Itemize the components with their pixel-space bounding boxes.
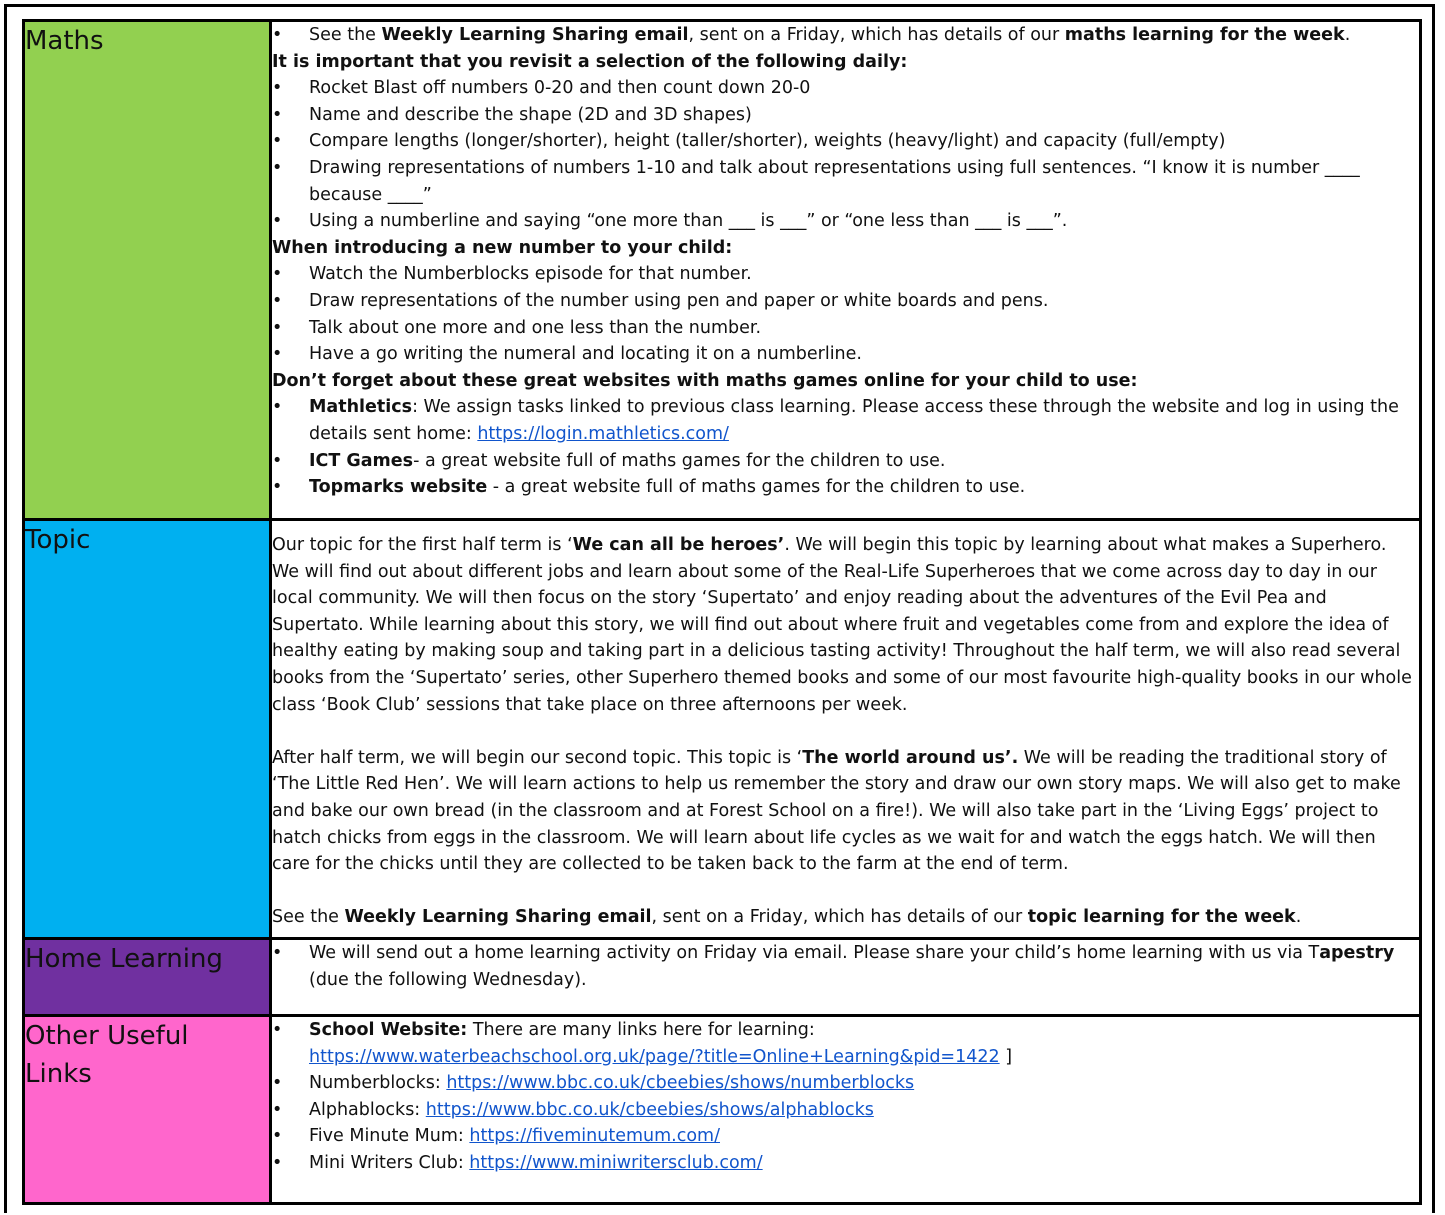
maths-row: [24, 21, 1421, 520]
topic-paragraph: [272, 904, 1419, 931]
list-item: [272, 1097, 1419, 1124]
list-item: [272, 1123, 1419, 1150]
miniwritersclub-link[interactable]: https://www.miniwritersclub.com/: [469, 1152, 763, 1173]
text: See the: [309, 25, 382, 45]
text: .: [1295, 907, 1302, 928]
text: (due the following Wednesday).: [309, 969, 587, 990]
bold-text: maths learning for the week: [1064, 25, 1345, 45]
list-item: [272, 1150, 1419, 1177]
topic-content: [271, 520, 1421, 939]
links-row: [24, 1016, 1421, 1204]
text: We will send out a home learning activity on Friday via email. Please share your child’s home learning with us via T: [309, 943, 1320, 963]
home-learning-content: [271, 939, 1421, 1016]
text: See the: [272, 907, 345, 928]
links-content: [271, 1016, 1421, 1204]
text: - a great website full of maths games for the children to use.: [413, 450, 946, 471]
text: Alphablocks:: [309, 1099, 426, 1120]
text: Our topic for the first half term is ‘: [272, 535, 573, 555]
text: . We will begin this topic by learning about what makes a Superhero. We will find out about different jobs and learn about some of the Real-Life Superheroes that we come across day to day in our local community. We will then focus on the story ‘Supertato’ and enjoy reading about the adventures of the Evil Pea and Supertato. While learning about this story, we will find out about where fruit and vegetables come from and explore the idea of healthy eating by making soup and taking part in a delicious tasting activity! Throughout the half term, we will also read several books from the ‘Supertato’ series, other Superhero themed books and some of our most favourite high-quality books in our whole class ‘Book Club’ sessions that take place on three afternoons per week.: [272, 535, 1412, 715]
home-learning-label: Home Learning: [24, 939, 271, 1016]
text: There are many links here for learning:: [467, 1020, 815, 1040]
list-item: [272, 394, 1419, 447]
maths-content: [271, 21, 1421, 520]
bold-text: Weekly Learning Sharing email: [381, 25, 689, 45]
topic-paragraph: [272, 745, 1419, 878]
list-item: • Using a numberline and saying “one more than ___ is ___” or “one less than ___ is ___”.: [272, 208, 1419, 235]
list-item: • Name and describe the shape (2D and 3D shapes): [272, 102, 1419, 129]
website-name: School Website:: [309, 1020, 468, 1040]
list-item: [272, 448, 1419, 475]
website-name: Mathletics: [309, 397, 413, 418]
list-item: • Rocket Blast off numbers 0-20 and then count down 20-0: [272, 75, 1419, 102]
text: , sent on a Friday, which has details of our: [688, 25, 1065, 45]
links-label: Other Useful Links: [24, 1016, 271, 1204]
text: - a great website full of maths games for the children to use.: [487, 477, 1026, 498]
list-item: • Watch the Numberblocks episode for that number.: [272, 261, 1419, 288]
text: ]: [999, 1046, 1013, 1067]
list-item: • Talk about one more and one less than the number.: [272, 315, 1419, 342]
bold-text: apestry: [1319, 943, 1395, 963]
school-website-link[interactable]: https://www.waterbeachschool.org.uk/page/?title=Online+Learning&pid=1422: [309, 1046, 1000, 1067]
mathletics-link[interactable]: https://login.mathletics.com/: [477, 423, 729, 444]
text: After half term, we will begin our second topic. This topic is ‘: [272, 747, 803, 768]
spacer: [272, 718, 1419, 745]
topic-paragraph: [272, 532, 1419, 718]
websites-heading: Don’t forget about these great websites with maths games online for your child to use:: [272, 370, 1138, 391]
text: Mini Writers Club:: [309, 1152, 470, 1173]
links-list: [272, 1017, 1419, 1177]
daily-list: [272, 75, 1419, 235]
text: Five Minute Mum:: [309, 1126, 470, 1147]
spacer: [272, 878, 1419, 905]
list-item: [272, 1070, 1419, 1097]
list-item: • Have a go writing the numeral and locating it on a numberline.: [272, 341, 1419, 368]
list-item: [272, 1017, 1419, 1070]
list-item: [272, 940, 1419, 993]
list-item: • Compare lengths (longer/shorter), height (taller/shorter), weights (heavy/light) and capacity (full/empty): [272, 128, 1419, 155]
text: Numberblocks:: [309, 1073, 447, 1094]
list-item: • Drawing representations of numbers 1-10 and talk about representations using full sentences. “I know it is number ____ because ____”: [272, 155, 1419, 208]
bold-text: The world around us’.: [802, 747, 1019, 768]
home-learning-list: [272, 940, 1419, 993]
text: , sent on a Friday, which has details of our: [651, 907, 1028, 928]
fiveminutemum-link[interactable]: https://fiveminutemum.com/: [469, 1126, 720, 1147]
maths-intro-list: [272, 22, 1419, 49]
list-item: [272, 474, 1419, 501]
text: .: [1344, 25, 1351, 45]
learning-table: [22, 19, 1422, 1205]
maths-intro: [272, 22, 1419, 49]
topic-row: [24, 520, 1421, 939]
alphablocks-link[interactable]: https://www.bbc.co.uk/cbeebies/shows/alphablocks: [425, 1099, 874, 1120]
maths-label: Maths: [24, 21, 271, 520]
new-number-heading: When introducing a new number to your child:: [272, 237, 733, 258]
bold-text: We can all be heroes’: [572, 535, 785, 555]
list-item: • Draw representations of the number using pen and paper or white boards and pens.: [272, 288, 1419, 315]
text: : We assign tasks linked to previous class learning. Please access these through the website and log in using the details sent home:: [309, 397, 1399, 444]
new-number-list: [272, 261, 1419, 367]
daily-heading: It is important that you revisit a selection of the following daily:: [272, 51, 908, 72]
topic-label: Topic: [24, 520, 271, 939]
text: We will be reading the traditional story of ‘The Little Red Hen’. We will learn actions to help us remember the story and draw our own story maps. We will also get to make and bake our own bread (in the classroom and at Forest School on a fire!). We will also take part in the ‘Living Eggs’ project to hatch chicks from eggs in the classroom. We will learn about life cycles as we wait for and watch the eggs hatch. We will then care for the chicks until they are collected to be taken back to the farm at the end of term.: [272, 747, 1401, 875]
numberblocks-link[interactable]: https://www.bbc.co.uk/cbeebies/shows/numberblocks: [446, 1073, 915, 1094]
home-learning-row: [24, 939, 1421, 1016]
bold-text: Weekly Learning Sharing email: [344, 907, 652, 928]
websites-list: [272, 394, 1419, 500]
website-name: ICT Games: [309, 450, 414, 471]
website-name: Topmarks website: [309, 477, 488, 498]
bold-text: topic learning for the week: [1027, 907, 1296, 928]
